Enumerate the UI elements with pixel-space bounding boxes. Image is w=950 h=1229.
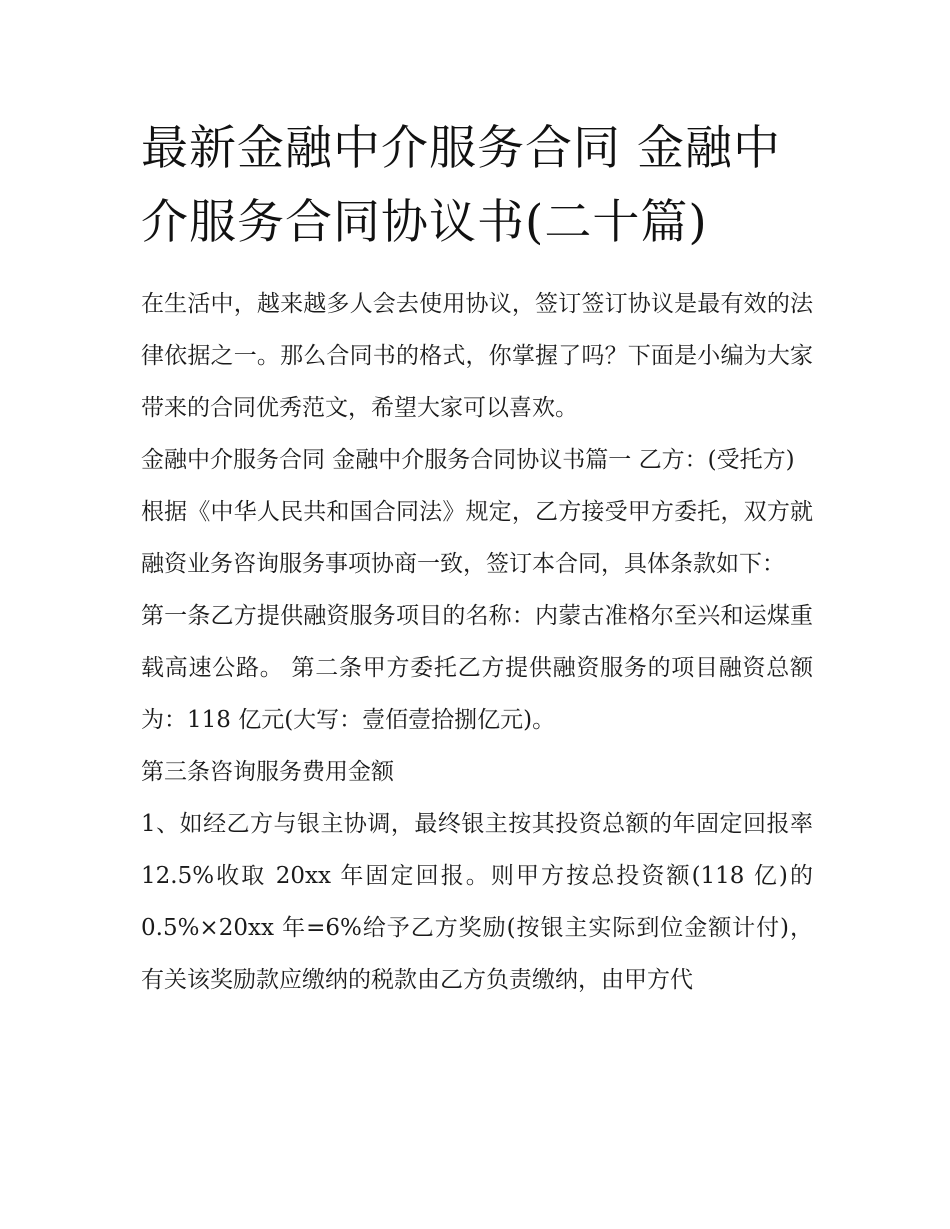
- paragraph-intro: 在生活中，越来越多人会去使用协议，签订签订协议是最有效的法律依据之一。那么合同书的格式，你掌握了吗？下面是小编为大家带来的合同优秀范文，希望大家可以喜欢。: [141, 291, 813, 421]
- paragraph-article-3-heading: 第三条咨询服务费用金额: [141, 759, 394, 785]
- document-page: [141, 112, 813, 1006]
- paragraph-article-1-2: 第一条乙方提供融资服务项目的名称：内蒙古准格尔至兴和运煤重载高速公路。 第二条甲方委托乙方提供融资服务的项目融资总额为：118 亿元(大写：壹佰壹拾捌亿元)。: [141, 603, 813, 733]
- paragraph-contract-heading: 金融中介服务合同 金融中介服务合同协议书篇一 乙方：(受托方): [141, 447, 795, 473]
- paragraph-article-3-item-1: 1、如经乙方与银主协调，最终银主按其投资总额的年固定回报率 12.5%收取 20xx 年固定回报。则甲方按总投资额(118 亿)的 0.5%×20xx 年=6%给予乙方奖励(按银主实际到位金额计付)，有关该奖励款应缴纳的税款由乙方负责缴纳，由甲方代: [141, 811, 813, 993]
- document-body: [141, 278, 813, 1006]
- paragraph-preamble: 根据《中华人民共和国合同法》规定，乙方接受甲方委托，双方就融资业务咨询服务事项协商一致，签订本合同，具体条款如下：: [141, 499, 813, 577]
- document-title: 最新金融中介服务合同 金融中介服务合同协议书(二十篇): [141, 121, 781, 250]
